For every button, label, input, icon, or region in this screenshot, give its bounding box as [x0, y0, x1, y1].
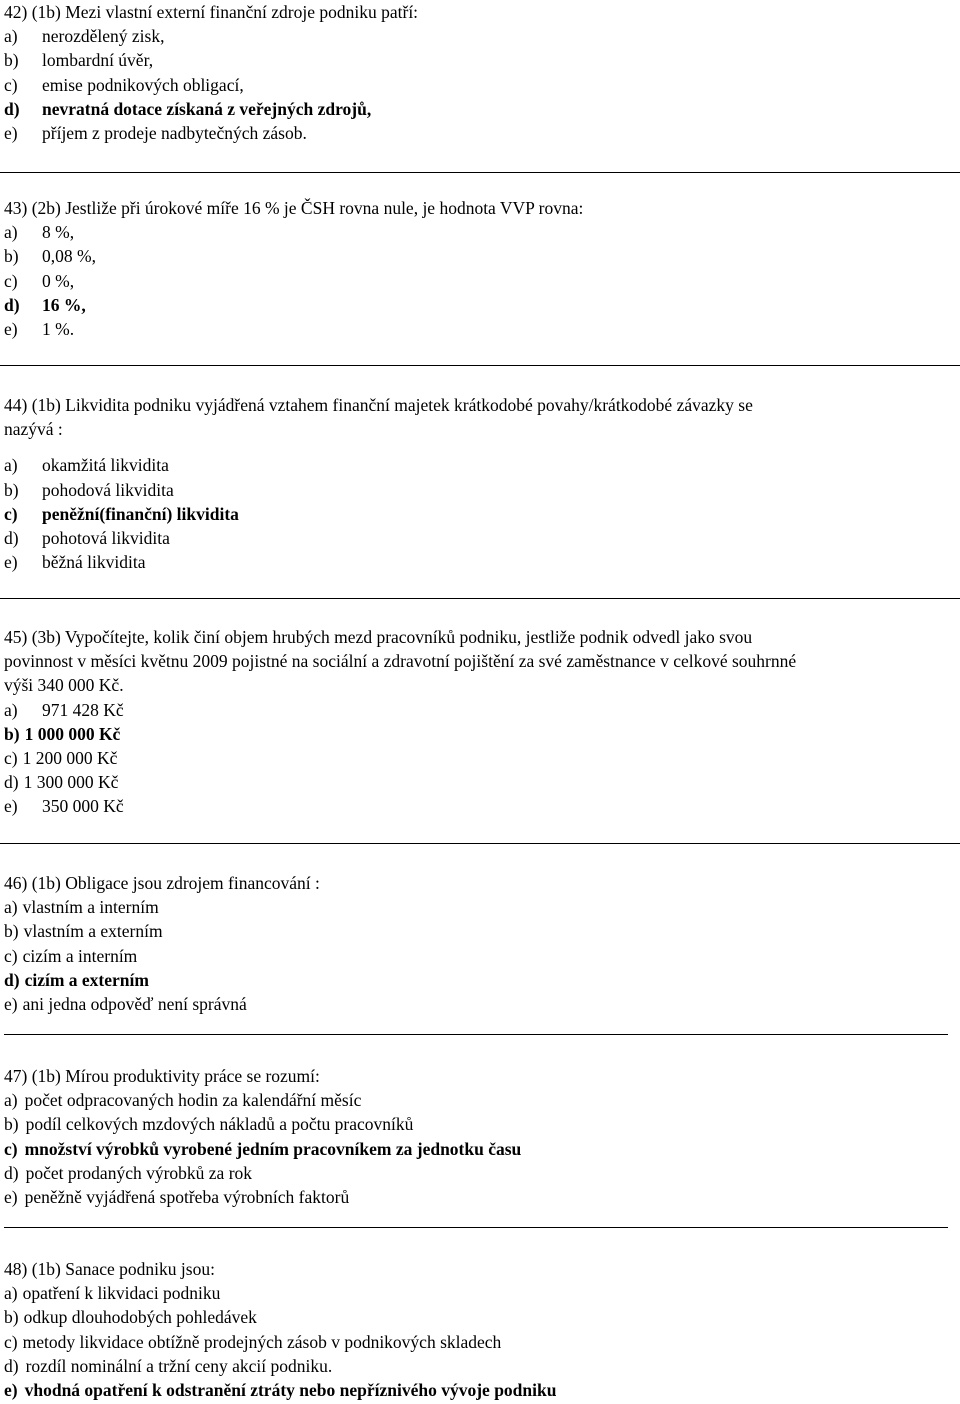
question-text: 42) (1b) Mezi vlastní externí finanční zdroje podniku patří:	[4, 2, 419, 22]
option-d-correct: d) cizím a externím	[4, 969, 149, 990]
question-47	[4, 1064, 521, 1209]
divider	[0, 365, 960, 366]
divider	[4, 1227, 948, 1228]
option-e: e) příjem z prodeje nadbytečných zásob.	[4, 123, 307, 144]
question-text-line-3: výši 340 000 Kč.	[4, 675, 124, 696]
option-b: b) 0,08 %,	[4, 246, 96, 267]
question-45	[4, 625, 796, 819]
divider	[0, 843, 960, 844]
option-c-correct: c) peněžní(finanční) likvidita	[4, 503, 239, 524]
option-c: c) cizím a interním	[4, 945, 138, 966]
question-46	[4, 871, 320, 1016]
option-d: d) počet prodaných výrobků za rok	[4, 1162, 253, 1183]
question-text: 48) (1b) Sanace podniku jsou:	[4, 1259, 215, 1279]
question-42	[4, 0, 418, 145]
option-c: c) 0 %,	[4, 270, 75, 291]
question-text-line-2: povinnost v měsíci květnu 2009 pojistné na sociální a zdravotní pojištění za své zaměstnance v celkové souhrnné	[4, 651, 797, 672]
question-48	[4, 1257, 556, 1402]
option-a: a) počet odpracovaných hodin za kalendářní měsíc	[4, 1090, 362, 1111]
option-b: b) odkup dlouhodobých pohledávek	[4, 1307, 257, 1328]
option-d: d) 1 300 000 Kč	[4, 772, 119, 793]
question-text-line-2: nazývá :	[4, 419, 63, 440]
option-d-correct: d) 16 %,	[4, 294, 86, 315]
question-text: 46) (1b) Obligace jsou zdrojem financování :	[4, 873, 320, 893]
question-text-line-1: 44) (1b) Likvidita podniku vyjádřená vztahem finanční majetek krátkodobé povahy/krátkodobé závazky se	[4, 395, 753, 415]
option-e: e) běžná likvidita	[4, 552, 146, 573]
option-c: c) 1 200 000 Kč	[4, 748, 118, 769]
option-e-correct: e) vhodná opatření k odstranění ztráty nebo nepříznivého vývoje podniku	[4, 1380, 557, 1401]
option-e: e) ani jedna odpověď není správná	[4, 994, 247, 1015]
option-a: a) 8 %,	[4, 222, 75, 243]
option-a: a) okamžitá likvidita	[4, 455, 169, 476]
divider	[0, 598, 960, 599]
question-text-line-1: 45) (3b) Vypočítejte, kolik činí objem hrubých mezd pracovníků podniku, jestliže podnik odvedl jako svou	[4, 627, 753, 647]
question-text: 43) (2b) Jestliže při úrokové míře 16 % je ČSH rovna nule, je hodnota VVP rovna:	[4, 198, 584, 218]
option-d: d) rozdíl nominální a tržní ceny akcií podniku.	[4, 1355, 333, 1376]
divider	[4, 1034, 948, 1035]
divider	[0, 172, 960, 173]
option-e: e) 1 %.	[4, 319, 75, 340]
option-b: b) podíl celkových mzdových nákladů a počtu pracovníků	[4, 1114, 414, 1135]
option-b: b) lombardní úvěr,	[4, 50, 154, 71]
option-a: a) opatření k likvidaci podniku	[4, 1283, 221, 1304]
option-a: a) 971 428 Kč	[4, 699, 124, 720]
question-43	[4, 196, 583, 341]
option-e: e) peněžně vyjádřená spotřeba výrobních faktorů	[4, 1187, 350, 1208]
option-a: a) vlastním a interním	[4, 897, 159, 918]
option-e: e) 350 000 Kč	[4, 796, 124, 817]
option-b: b) pohodová likvidita	[4, 479, 174, 500]
question-44	[4, 393, 753, 574]
option-c-correct: c) množství výrobků vyrobené jedním pracovníkem za jednotku času	[4, 1138, 522, 1159]
option-c: c) emise podnikových obligací,	[4, 74, 244, 95]
option-c: c) metody likvidace obtížně prodejných zásob v podnikových skladech	[4, 1331, 502, 1352]
option-d-correct: d) nevratná dotace získaná z veřejných zdrojů,	[4, 98, 372, 119]
option-b: b) vlastním a externím	[4, 921, 163, 942]
option-b-correct: b) 1 000 000 Kč	[4, 723, 121, 744]
question-text: 47) (1b) Mírou produktivity práce se rozumí:	[4, 1066, 320, 1086]
option-d: d) pohotová likvidita	[4, 528, 170, 549]
option-a: a) nerozdělený zisk,	[4, 26, 165, 47]
